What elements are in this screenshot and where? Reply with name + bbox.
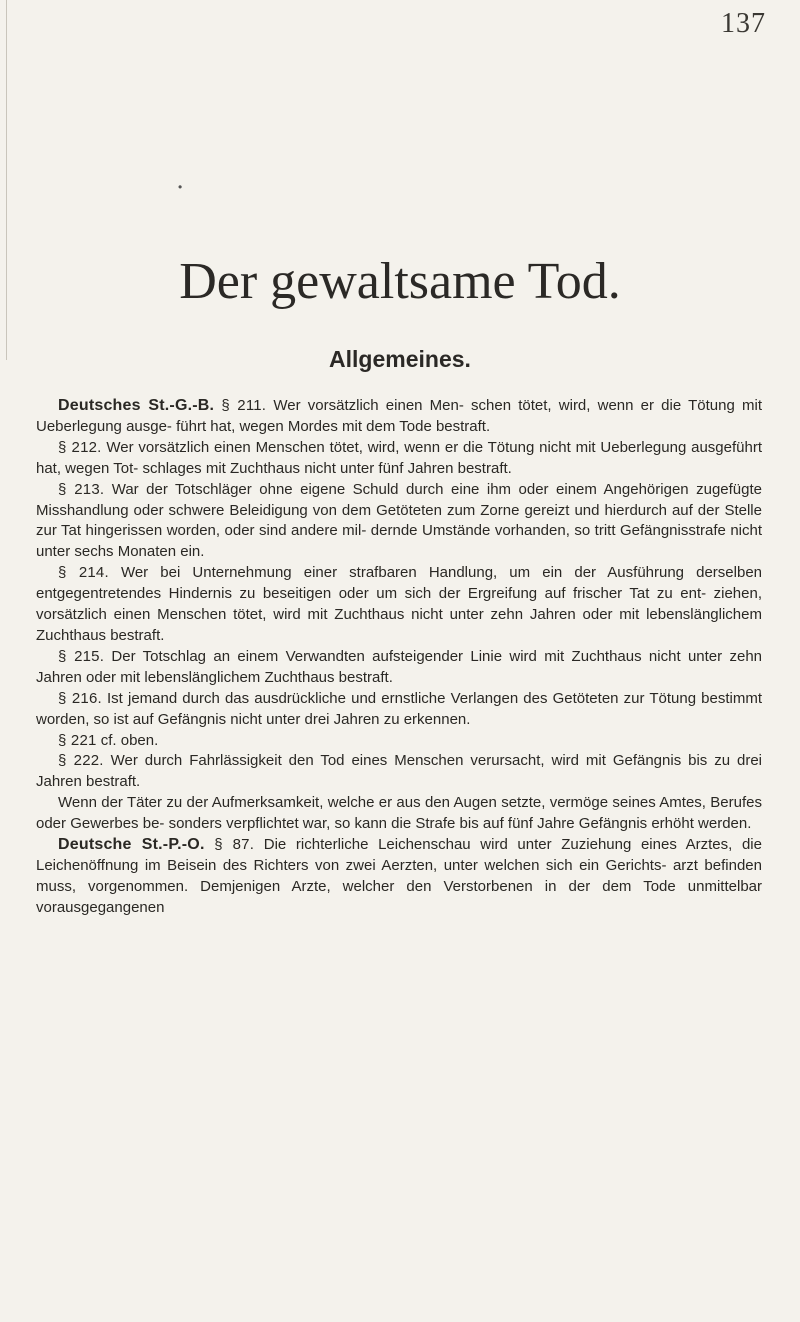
paragraph-text: Wer durch Fahrlässigkeit den Tod eines Menschen verursacht, wird mit Gefängnis bis zu drei Jahren bestraft. [36, 752, 763, 791]
paragraph-211 [36, 396, 762, 438]
paragraph-text: Wer vorsätzlich einen Men- schen tötet, wird, wenn er die Tötung mit Ueberlegung ausge- führt hat, wegen Mordes mit dem Tode bestraft. [36, 397, 762, 435]
section-ref: § 212. [58, 438, 102, 456]
section-ref: § 215. [58, 647, 105, 665]
section-ref: § 214. [58, 564, 109, 582]
print-mark: • [178, 180, 183, 194]
paragraph-216 [36, 689, 762, 731]
paragraph-text: Die richterliche Leichenschau wird unter Zuziehung eines Arztes, die Leichenöffnung im Beisein des Richters von zwei Aerzten, unter welchen sich ein Gerichts- arzt befinden muss, vorgenommen. Demjenigen Arzte, welcher den Verstorbenen in der dem Tode unmittelbar vorausgegangenen [36, 836, 762, 916]
paragraph-text: Wenn der Täter zu der Aufmerksamkeit, welche er aus den Augen setzte, vermöge seines Amtes, Berufes oder Gewerbes be- sonders verpflichtet war, so kann die Strafe bis auf fünf Jahre Gefängnis erhöht werden. [36, 794, 762, 833]
chapter-title: Der gewaltsame Tod. [179, 253, 621, 310]
paragraph-text: Wer vorsätzlich einen Menschen tötet, wird, wenn er die Tötung nicht mit Ueberlegung ausgeführt hat, wegen Tot- schlages mit Zuchthaus nicht unter fünf Jahren bestraft. [36, 438, 762, 477]
law-code: Deutsches St.-G.-B. [58, 397, 215, 414]
paragraph-text: Ist jemand durch das ausdrückliche und ernstliche Verlangen des Getöteten zur Tötung bestimmt worden, so ist auf Gefängnis nicht unter drei Jahren zu erkennen. [36, 689, 763, 728]
paragraph-text: Der Totschlag an einem Verwandten aufsteigender Linie wird mit Zuchthaus nicht unter zehn Jahren oder mit lebenslänglichem Zuchthaus bestraft. [36, 647, 763, 686]
section-heading: Allgemeines. [329, 346, 471, 372]
paragraph-213 [36, 480, 762, 564]
paragraph-222-continued [36, 793, 762, 835]
section-ref: § 222. [58, 752, 104, 770]
law-code: Deutsche St.-P.-O. [58, 836, 205, 854]
paragraph-214 [36, 563, 762, 647]
page-number: 137 [721, 8, 766, 39]
paragraph-215 [36, 647, 762, 689]
body-text [36, 396, 762, 919]
section-ref: § 216. [58, 689, 102, 707]
section-ref: § 87. [214, 836, 255, 854]
paragraph-text: War der Totschläger ohne eigene Schuld durch eine ihm oder einem Angehörigen zugefügte Misshandlung oder schwere Beleidigung von dem Getöteten zum Zorne gereizt und hierdurch auf der Stelle zur Tat hingerissen worden, oder sind andere mil- dernde Umstände vorhanden, so tritt Gefängnisstrafe nicht unter sechs Monaten ein. [36, 480, 763, 561]
paragraph-212 [36, 438, 762, 480]
section-ref: § 221 [58, 731, 97, 749]
paragraph-stpo-87 [36, 835, 762, 919]
paragraph-text: cf. oben. [100, 731, 159, 749]
paragraph-222 [36, 751, 762, 793]
paragraph-221 [36, 731, 762, 752]
section-ref: § 211. [221, 397, 267, 414]
paragraph-text: Wer bei Unternehmung einer strafbaren Handlung, um ein der Ausführung derselben entgegentretendes Hindernis zu beseitigen oder um sich der Ergreifung auf frischer Tat zu ent- ziehen, vorsätzlich einen Menschen tötet, wird mit Zuchthaus nicht unter zehn Jahren oder mit lebenslänglichem Zuchthaus bestraft. [36, 564, 763, 644]
section-ref: § 213. [58, 480, 105, 498]
